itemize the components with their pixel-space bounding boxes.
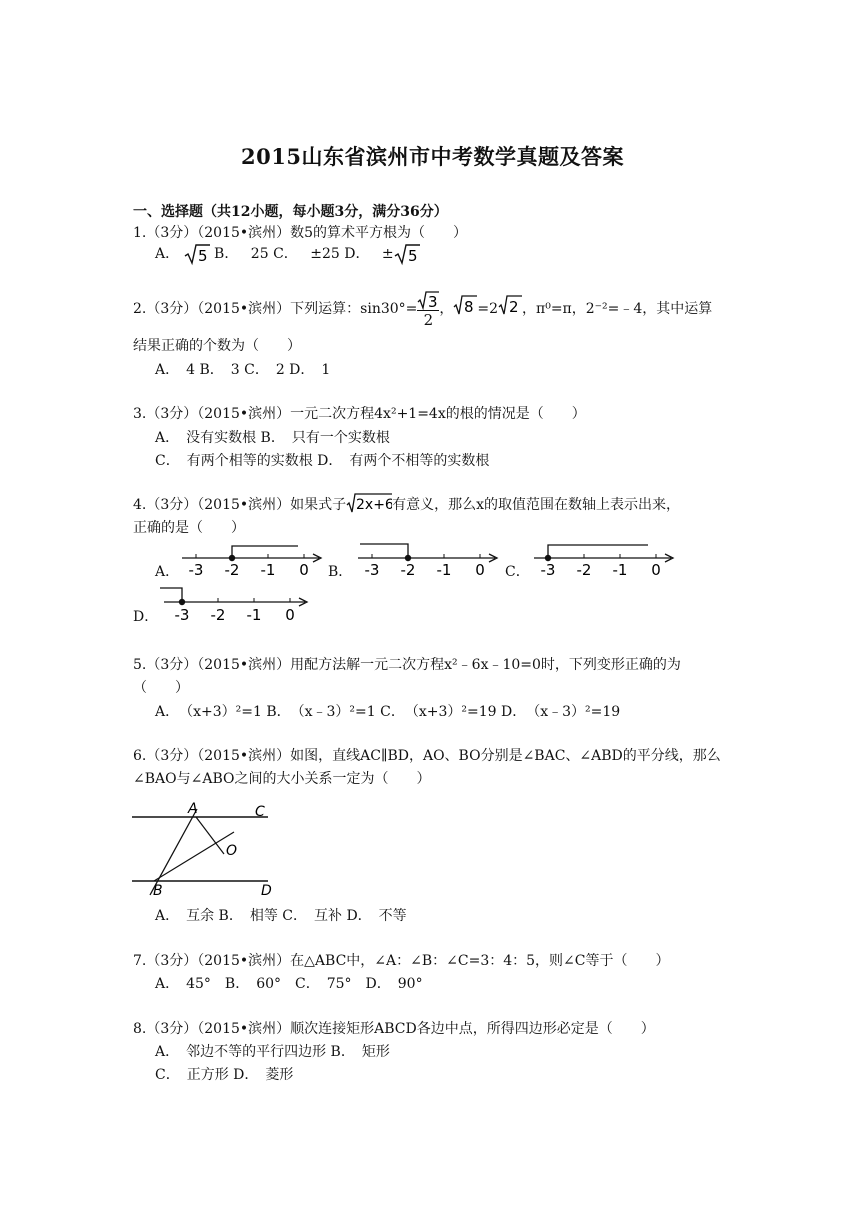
question-6-line-2: ∠BAO与∠ABO之间的大小关系一定为（ ） xyxy=(133,771,431,787)
radicand: 5 xyxy=(407,247,418,265)
plus-minus: ± xyxy=(381,246,394,262)
option-c-label: C． xyxy=(505,564,530,580)
segment-ao xyxy=(196,817,224,854)
option-c-value: ±25 xyxy=(310,246,340,262)
question-2-line-2: 结果正确的个数为（ ） xyxy=(133,338,301,354)
option-b-value: 25 xyxy=(250,246,269,262)
geometry-figure xyxy=(130,795,280,900)
question-8-stem: 8.（3分）（2015•滨州）顺次连接矩形ABCD各边中点，所得四边形必定是（ ） xyxy=(133,1021,655,1037)
tick-label: 0 xyxy=(475,561,485,579)
sqrt-2x-plus-6 xyxy=(346,492,392,514)
option-c-label: C． xyxy=(273,246,298,262)
label-o: O xyxy=(226,843,238,859)
equals-2: =2 xyxy=(477,301,499,317)
question-8-options-1: A． 邻边不等的平行四边形 B． 矩形 xyxy=(155,1044,390,1060)
tick-label: -2 xyxy=(400,561,416,579)
option-a-label: A． xyxy=(155,564,180,580)
question-3-options-1: A． 没有实数根 B． 只有一个实数根 xyxy=(155,430,390,446)
tick-label: 0 xyxy=(285,606,295,624)
sqrt-8 xyxy=(453,294,477,316)
sqrt-3 xyxy=(417,290,439,310)
label-b: B xyxy=(153,883,163,899)
radicand: 3 xyxy=(428,293,438,310)
comma: ， xyxy=(439,301,454,317)
question-4-stem xyxy=(133,494,680,516)
tick-label: 0 xyxy=(651,561,661,579)
question-3-options-2: C． 有两个相等的实数根 D． 有两个不相等的实数根 xyxy=(155,453,490,469)
sqrt-2 xyxy=(498,294,522,316)
section-heading: 一、选择题（共12小题，每小题3分，满分36分） xyxy=(133,204,448,220)
sqrt-5-d xyxy=(394,242,420,266)
question-2-stem xyxy=(133,290,712,332)
solid-dot xyxy=(179,599,185,605)
tick-label: -1 xyxy=(612,561,628,579)
option-b-label: B． xyxy=(214,246,239,262)
question-2-options: A． 4 B． 3 C． 2 D． 1 xyxy=(155,362,331,378)
number-line-a xyxy=(176,540,326,580)
tick-label: -3 xyxy=(364,561,380,579)
radicand: 5 xyxy=(197,247,208,265)
q2-text-1: 2.（3分）（2015•滨州）下列运算：sin30°= xyxy=(133,301,418,317)
question-5-options: A． （x+3）²=1 B． （x﹣3）²=1 C． （x+3）²=19 D． （x﹣3）²=19 xyxy=(155,704,621,720)
number-line-c xyxy=(528,540,678,580)
label-a: A xyxy=(188,801,198,817)
question-3-stem: 3.（3分）（2015•滨州）一元二次方程4x²+1=4x的根的情况是（ ） xyxy=(133,406,586,422)
q4-text-1: 4.（3分）（2015•滨州）如果式子 xyxy=(133,497,347,513)
question-7-options: A． 45° B． 60° C． 75° D． 90° xyxy=(155,976,423,992)
question-4-line-2: 正确的是（ ） xyxy=(133,520,245,536)
radicand: 2 xyxy=(509,298,519,316)
tick-label: -1 xyxy=(436,561,452,579)
sqrt-5-a xyxy=(184,242,210,266)
question-6-stem: 6.（3分）（2015•滨州）如图，直线AC∥BD，AO、BO分别是∠BAC、∠ABD的平分线，那么 xyxy=(133,748,721,764)
question-1-options xyxy=(155,242,420,266)
question-6-options: A． 互余 B． 相等 C． 互补 D． 不等 xyxy=(155,908,407,924)
q4-text-2: 有意义，那么x的取值范围在数轴上表示出来， xyxy=(392,497,681,513)
question-1-stem: 1.（3分）（2015•滨州）数5的算术平方根为（ ） xyxy=(133,225,468,241)
tick-label: -3 xyxy=(174,606,190,624)
question-7-stem: 7.（3分）（2015•滨州）在△ABC中，∠A：∠B：∠C=3：4：5，则∠C等于（ ） xyxy=(133,953,670,969)
page-title: 2015山东省滨州市中考数学真题及答案 xyxy=(241,144,624,169)
tick-label: -1 xyxy=(246,606,262,624)
segment-bo xyxy=(154,832,234,881)
tick-label: 0 xyxy=(299,561,309,579)
radicand: 8 xyxy=(464,298,474,316)
option-a-label: A． xyxy=(155,246,180,262)
option-d-label: D． xyxy=(133,609,159,625)
label-c: C xyxy=(255,804,265,820)
denominator: 2 xyxy=(417,310,439,329)
tick-label: -2 xyxy=(576,561,592,579)
tick-label: -2 xyxy=(224,561,240,579)
label-d: D xyxy=(261,883,272,899)
question-5-stem: 5.（3分）（2015•滨州）用配方法解一元二次方程x²﹣6x﹣10=0时，下列变形正确的为 xyxy=(133,657,681,673)
number-line-b xyxy=(352,540,502,580)
tick-label: -2 xyxy=(210,606,226,624)
tick-label: -1 xyxy=(260,561,276,579)
radicand: 2x+6 xyxy=(356,497,393,513)
fraction-sqrt3-over-2 xyxy=(417,290,439,329)
option-b-label: B． xyxy=(328,564,353,580)
question-8-options-2: C． 正方形 D． 菱形 xyxy=(155,1067,294,1083)
number-line-d xyxy=(158,584,312,626)
option-d-label: D． xyxy=(344,246,370,262)
question-5-line-2: （ ） xyxy=(133,680,189,696)
tick-label: -3 xyxy=(188,561,204,579)
q2-text-2: ，π⁰=π，2⁻²=﹣4，其中运算 xyxy=(522,301,713,317)
tick-label: -3 xyxy=(540,561,556,579)
